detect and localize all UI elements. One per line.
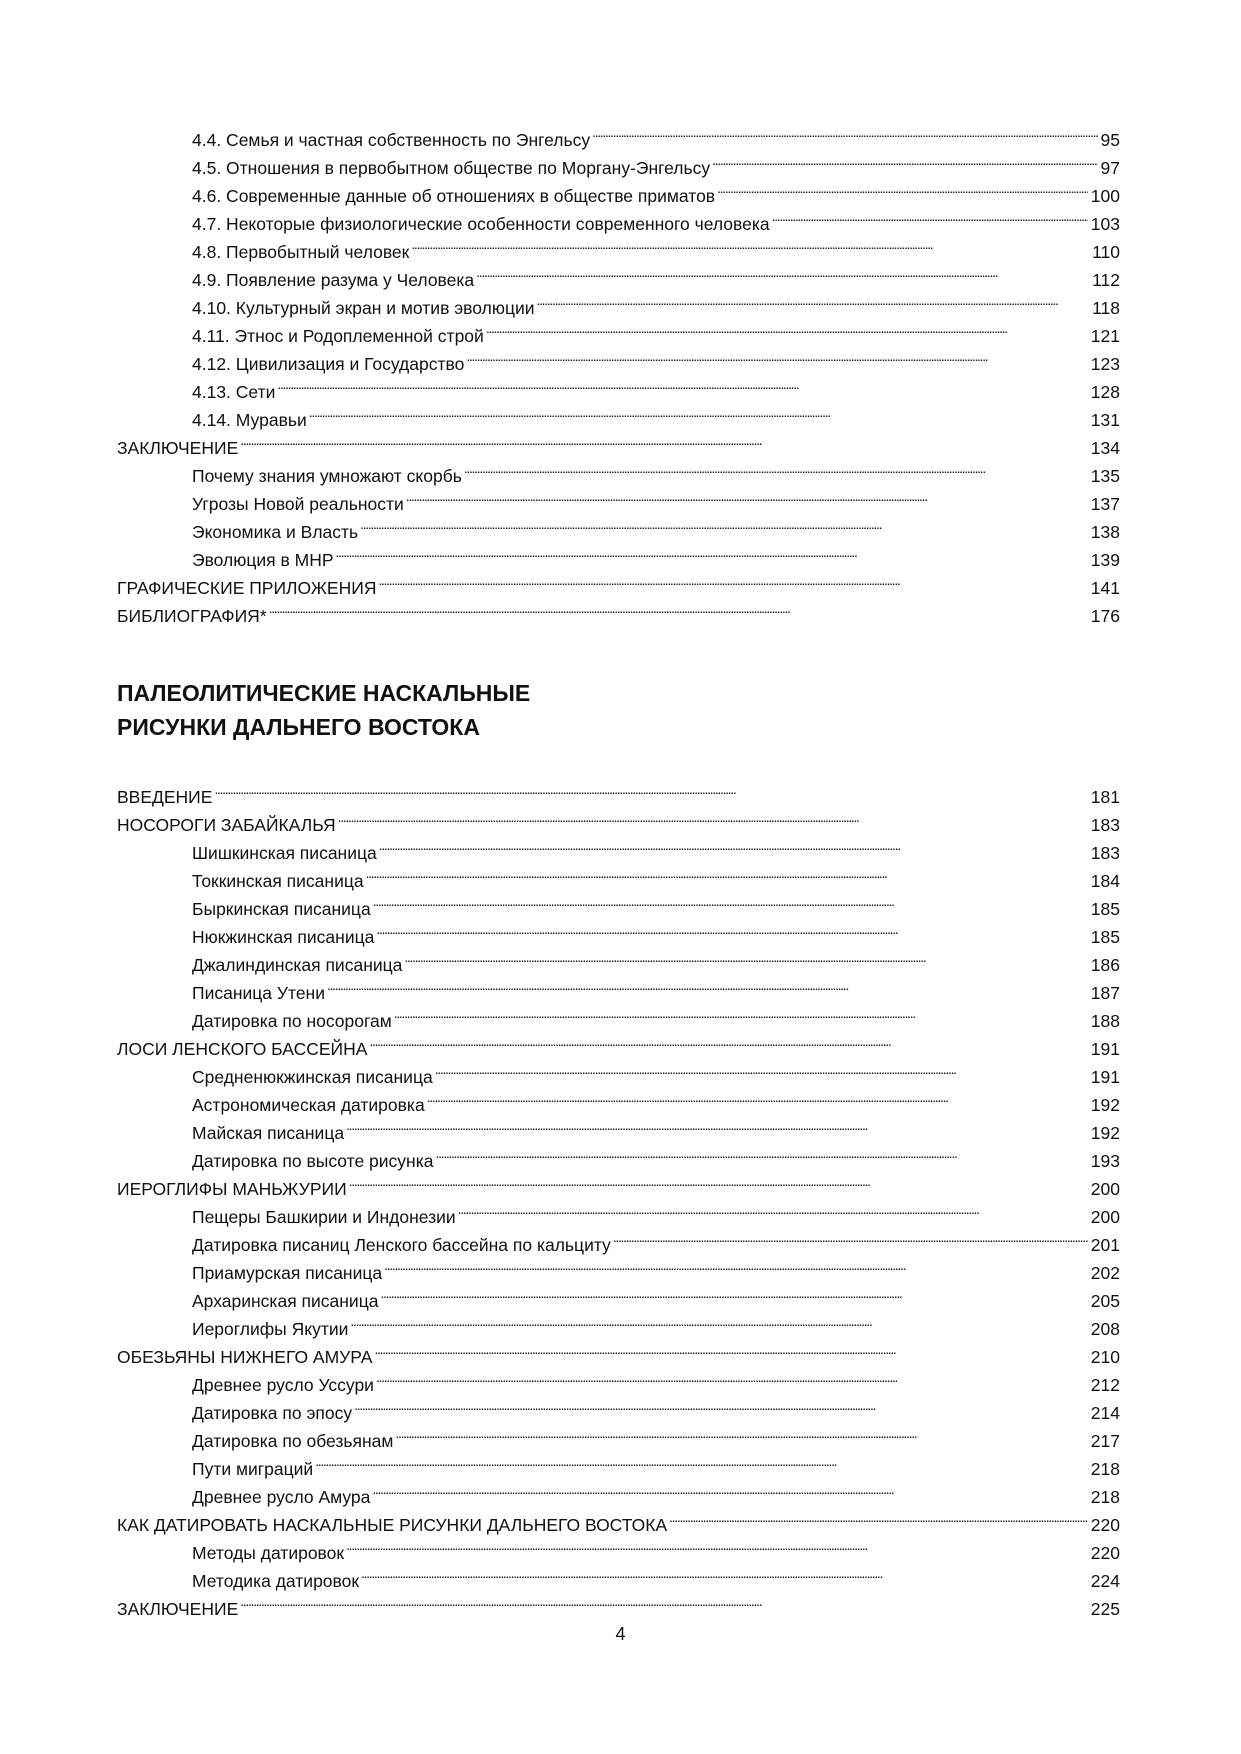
toc-entry-page: 210 (1090, 1347, 1120, 1367)
dot-leader (669, 1503, 1088, 1531)
toc-entry-page: 184 (1090, 871, 1120, 891)
dot-leader (464, 454, 1088, 482)
toc-entry-title: 4.14. Муравьи (192, 410, 307, 430)
dot-leader (476, 258, 1089, 286)
toc-entry-page: 187 (1090, 983, 1120, 1003)
dot-leader (380, 1279, 1087, 1307)
toc-entry-page: 225 (1090, 1599, 1120, 1619)
dot-leader (406, 482, 1088, 510)
dot-leader (360, 510, 1088, 538)
toc-entry-title: 4.8. Первобытный человек (192, 242, 410, 262)
toc-entry-title: Майская писаница (192, 1123, 345, 1143)
toc-entry-title: Пещеры Башкирии и Индонезии (192, 1207, 456, 1227)
dot-leader (372, 1475, 1087, 1503)
toc-entry-page: 212 (1090, 1375, 1120, 1395)
dot-leader (277, 370, 1087, 398)
toc-entry-page: 183 (1090, 815, 1120, 835)
dot-leader (772, 202, 1088, 230)
toc-list-part2 (117, 775, 1120, 1619)
toc-entry-page: 217 (1090, 1431, 1120, 1451)
toc-list-part1 (117, 118, 1120, 626)
toc-entry[interactable] (117, 775, 1120, 807)
toc-entry-page: 185 (1090, 899, 1120, 919)
toc-entry-title: 4.6. Современные данные об отношениях в обществе приматов (192, 186, 716, 206)
toc-entry-page: 118 (1092, 298, 1120, 318)
dot-leader (404, 943, 1087, 971)
toc-entry-page: 112 (1092, 270, 1120, 290)
toc-entry-page: 141 (1090, 578, 1120, 598)
toc-entry-page: 193 (1090, 1151, 1120, 1171)
toc-entry-page: 218 (1090, 1487, 1120, 1507)
dot-leader (214, 775, 1087, 803)
toc-entry-title: Эволюция в МНР (192, 550, 334, 570)
toc-entry-page: 121 (1090, 326, 1120, 346)
toc-entry-page: 138 (1090, 522, 1120, 542)
dot-leader (346, 1531, 1088, 1559)
toc-entry[interactable] (117, 1587, 1120, 1619)
toc-entry-page: 186 (1090, 955, 1120, 975)
toc-entry-page: 205 (1090, 1291, 1120, 1311)
dot-leader (712, 146, 1097, 174)
dot-leader (378, 566, 1087, 594)
toc-entry-title: 4.10. Культурный экран и мотив эволюции (192, 298, 535, 318)
toc-entry-page: 192 (1090, 1095, 1120, 1115)
toc-entry-title: Методика датировок (192, 1571, 360, 1591)
dot-leader (269, 594, 1088, 622)
dot-leader (376, 1363, 1088, 1391)
toc-entry-page: 200 (1090, 1179, 1120, 1199)
dot-leader (366, 859, 1088, 887)
toc-entry-title: ИЕРОГЛИФЫ МАНЬЖУРИИ (117, 1179, 347, 1199)
toc-entry[interactable] (117, 118, 1120, 150)
dot-leader (435, 1055, 1088, 1083)
toc-entry-page: 123 (1090, 354, 1120, 374)
toc-entry-page: 100 (1090, 186, 1120, 206)
toc-entry-title: Датировка по эпосу (192, 1403, 353, 1423)
dot-leader (427, 1083, 1088, 1111)
toc-entry-page: 202 (1090, 1263, 1120, 1283)
dot-leader (592, 118, 1097, 146)
dot-leader (240, 426, 1088, 454)
toc-entry-title: Приамурская писаница (192, 1263, 383, 1283)
toc-entry-title: 4.4. Семья и частная собственность по Энгельсу (192, 130, 591, 150)
toc-entry-title: Токкинская писаница (192, 871, 364, 891)
toc-entry-title: 4.5. Отношения в первобытном обществе по Моргану-Энгельсу (192, 158, 711, 178)
toc-entry-title: ЛОСИ ЛЕНСКОГО БАССЕЙНА (117, 1039, 368, 1059)
toc-entry-title: Методы датировок (192, 1543, 345, 1563)
toc-entry-page: 97 (1100, 158, 1120, 178)
toc-entry-title: Почему знания умножают скорбь (192, 466, 462, 486)
dot-leader (613, 1223, 1088, 1251)
toc-entry-title: 4.12. Цивилизация и Государство (192, 354, 465, 374)
dot-leader (486, 314, 1088, 342)
toc-entry-page: 110 (1092, 242, 1120, 262)
dot-leader (466, 342, 1087, 370)
toc-entry[interactable] (117, 426, 1120, 458)
toc-entry-title: Средненюкжинская писаница (192, 1067, 433, 1087)
dot-leader (384, 1251, 1088, 1279)
toc-entry-page: 192 (1090, 1123, 1120, 1143)
toc-entry-title: ЗАКЛЮЧЕНИЕ (117, 438, 239, 458)
toc-entry-page: 135 (1090, 466, 1120, 486)
toc-entry-page: 201 (1090, 1235, 1120, 1255)
toc-entry-page: 214 (1090, 1403, 1120, 1423)
toc-entry-page: 103 (1090, 214, 1120, 234)
toc-entry-page: 224 (1090, 1571, 1120, 1591)
toc-entry-page: 181 (1090, 787, 1120, 807)
dot-leader (240, 1587, 1088, 1615)
toc-entry-page: 188 (1090, 1011, 1120, 1031)
toc-entry-title: ОБЕЗЬЯНЫ НИЖНЕГО АМУРА (117, 1347, 373, 1367)
dot-leader (394, 999, 1088, 1027)
dot-leader (537, 286, 1090, 314)
toc-entry-title: НОСОРОГИ ЗАБАЙКАЛЬЯ (117, 815, 336, 835)
dot-leader (336, 538, 1088, 566)
toc-entry-page: 139 (1090, 550, 1120, 570)
toc-entry-page: 220 (1090, 1515, 1120, 1535)
toc-entry-page: 200 (1090, 1207, 1120, 1227)
dot-leader (717, 174, 1088, 202)
dot-leader (361, 1559, 1088, 1587)
toc-entry-title: ГРАФИЧЕСКИЕ ПРИЛОЖЕНИЯ (117, 578, 377, 598)
toc-entry-page: 137 (1090, 494, 1120, 514)
toc-entry-title: Экономика и Власть (192, 522, 359, 542)
toc-entry-title: Астрономическая датировка (192, 1095, 425, 1115)
toc-entry-page: 131 (1090, 410, 1120, 430)
toc-entry-title: Быркинская писаница (192, 899, 371, 919)
dot-leader (350, 1307, 1087, 1335)
dot-leader (374, 1335, 1087, 1363)
page-number: 4 (615, 1624, 626, 1644)
toc-entry-page: 191 (1090, 1067, 1120, 1087)
toc-entry-title: 4.13. Сети (192, 382, 276, 402)
dot-leader (379, 831, 1088, 859)
toc-entry-page: 218 (1090, 1459, 1120, 1479)
section-heading-line1: ПАЛЕОЛИТИЧЕСКИЕ НАСКАЛЬНЫЕ (117, 680, 531, 706)
toc-entry-title: Угрозы Новой реальности (192, 494, 404, 514)
dot-leader (346, 1111, 1088, 1139)
dot-leader (458, 1195, 1088, 1223)
dot-leader (349, 1167, 1088, 1195)
toc-entry-title: Иероглифы Якутии (192, 1319, 349, 1339)
section-heading-line2: РИСУНКИ ДАЛЬНЕГО ВОСТОКА (117, 714, 480, 740)
dot-leader (309, 398, 1088, 426)
toc-entry-title: Пути миграций (192, 1459, 314, 1479)
toc-entry-title: Древнее русло Уссури (192, 1375, 374, 1395)
toc-entry-title: 4.9. Появление разума у Человека (192, 270, 475, 290)
toc-entry-title: КАК ДАТИРОВАТЬ НАСКАЛЬНЫЕ РИСУНКИ ДАЛЬНЕГО ВОСТОКА (117, 1515, 668, 1535)
dot-leader (411, 230, 1089, 258)
dot-leader (354, 1391, 1088, 1419)
toc-entry[interactable] (117, 803, 1120, 835)
toc-entry-page: 208 (1090, 1319, 1120, 1339)
dot-leader (315, 1447, 1088, 1475)
section-heading (117, 676, 530, 744)
toc-entry-page: 95 (1100, 130, 1120, 150)
toc-entry-title: 4.11. Этнос и Родоплеменной строй (192, 326, 484, 346)
toc-entry-title: ВВЕДЕНИЕ (117, 787, 213, 807)
toc-entry-title: 4.7. Некоторые физиологические особенности современного человека (192, 214, 770, 234)
toc-entry[interactable] (117, 454, 1120, 486)
dot-leader (338, 803, 1088, 831)
toc-entry-title: Датировка по высоте рисунка (192, 1151, 434, 1171)
dot-leader (376, 915, 1087, 943)
toc-entry-title: Датировка по носорогам (192, 1011, 392, 1031)
dot-leader (327, 971, 1088, 999)
toc-entry-page: 220 (1090, 1543, 1120, 1563)
toc-entry-page: 128 (1090, 382, 1120, 402)
toc-entry-title: ЗАКЛЮЧЕНИЕ (117, 1599, 239, 1619)
toc-entry-title: Датировка по обезьянам (192, 1431, 394, 1451)
toc-entry-page: 183 (1090, 843, 1120, 863)
dot-leader (436, 1139, 1088, 1167)
toc-entry-title: Писаница Утени (192, 983, 326, 1003)
toc-entry-title: Нюкжинская писаница (192, 927, 375, 947)
toc-entry-page: 134 (1090, 438, 1120, 458)
toc-entry-title: Архаринская писаница (192, 1291, 379, 1311)
dot-leader (395, 1419, 1087, 1447)
toc-entry-title: Древнее русло Амура (192, 1487, 371, 1507)
toc-entry-page: 191 (1090, 1039, 1120, 1059)
toc-entry-title: БИБЛИОГРАФИЯ* (117, 606, 267, 626)
toc-entry-page: 176 (1090, 606, 1120, 626)
dot-leader (373, 887, 1088, 915)
dot-leader (369, 1027, 1087, 1055)
toc-entry-page: 185 (1090, 927, 1120, 947)
toc-entry-title: Джалиндинская писаница (192, 955, 403, 975)
toc-entry-title: Шишкинская писаница (192, 843, 377, 863)
toc-entry-title: Датировка писаниц Ленского бассейна по кальциту (192, 1235, 611, 1255)
